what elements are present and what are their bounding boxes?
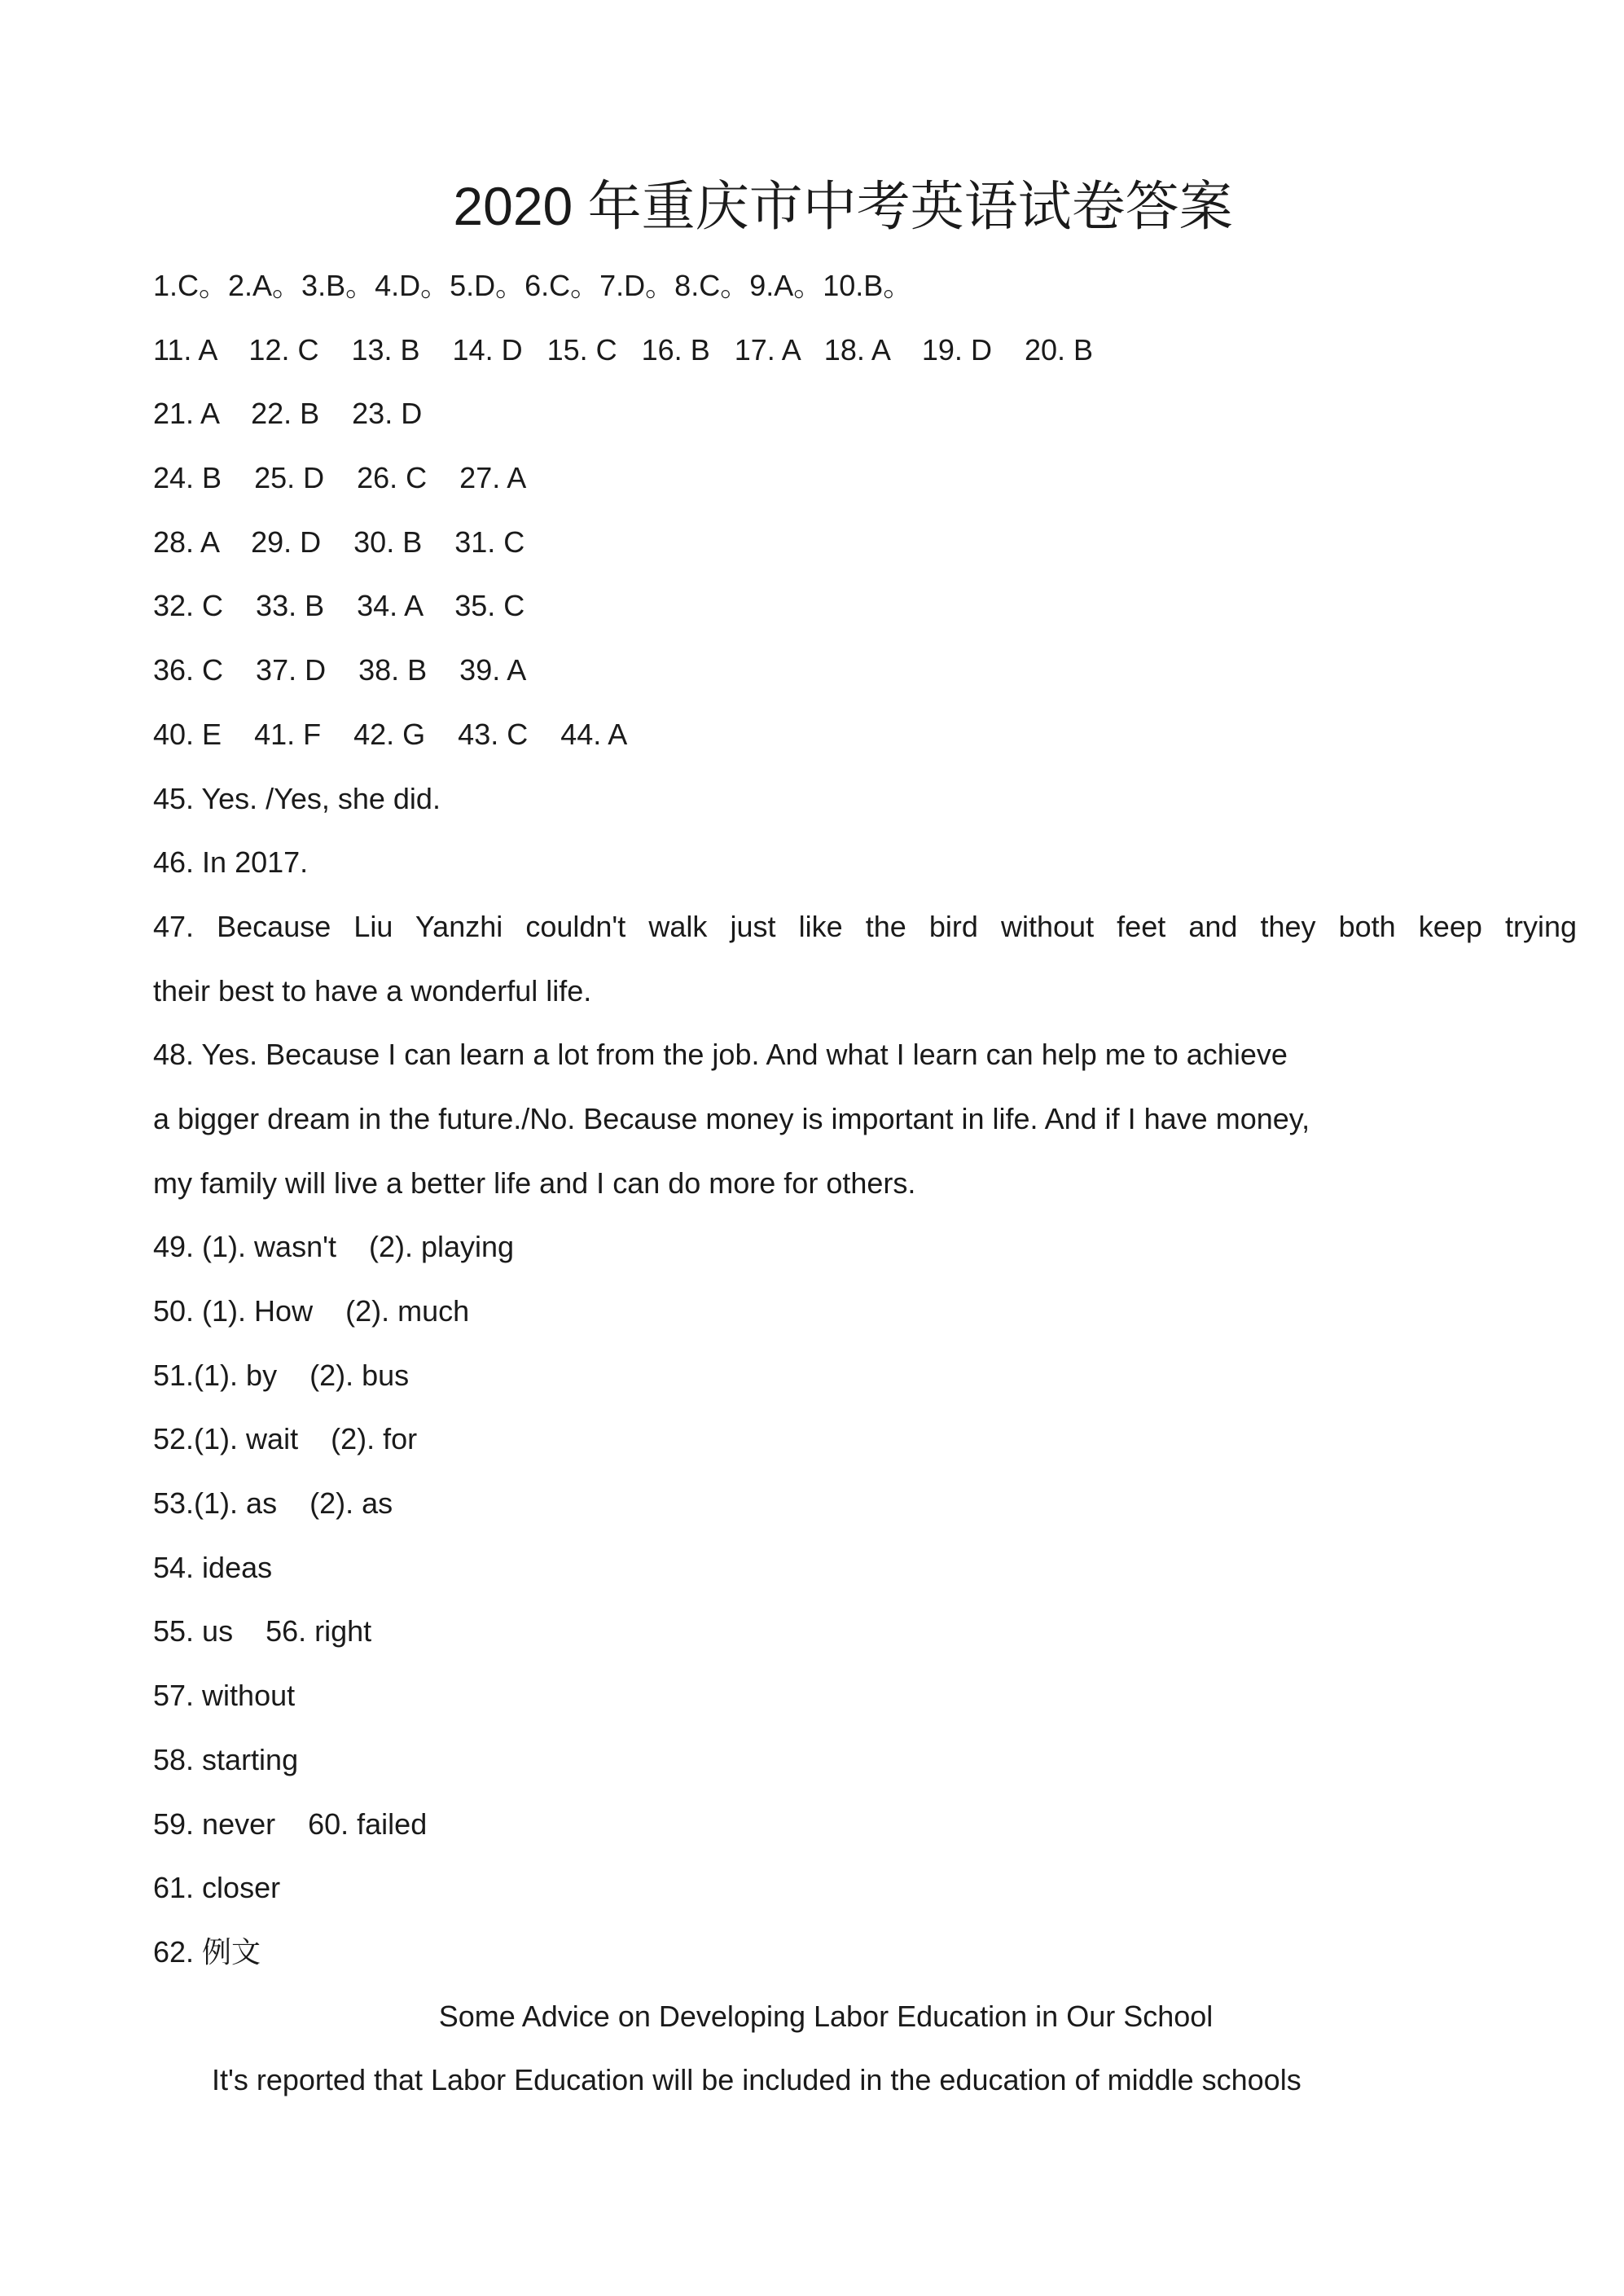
answers-36-39: 36. C 37. D 38. B 39. A: [153, 653, 527, 687]
essay-first-line: It's reported that Labor Education will be included in the education of middle schools: [212, 2063, 1301, 2097]
answer-47-line-1: 47. Because Liu Yanzhi couldn't walk just like the bird without feet and they both keep trying: [153, 909, 1577, 943]
answer-61: 61. closer: [153, 1871, 281, 1905]
answer-58: 58. starting: [153, 1742, 299, 1776]
answer-53: 53.(1). as (2). as: [153, 1486, 393, 1521]
answer-62-label: 62. 例文: [153, 1934, 261, 1969]
answers-21-23: 21. A 22. B 23. D: [153, 397, 423, 431]
answer-51: 51.(1). by (2). bus: [153, 1358, 410, 1392]
answers-24-27: 24. B 25. D 26. C 27. A: [153, 461, 527, 495]
answer-47-line-2: their best to have a wonderful life.: [153, 973, 592, 1008]
answers-32-35: 32. C 33. B 34. A 35. C: [153, 589, 525, 623]
answers-59-60: 59. never 60. failed: [153, 1807, 428, 1841]
answer-50: 50. (1). How (2). much: [153, 1294, 470, 1328]
answer-52: 52.(1). wait (2). for: [153, 1422, 418, 1456]
answer-45: 45. Yes. /Yes, she did.: [153, 781, 441, 815]
answers-1-10: 1.C。2.A。3.B。4.D。5.D。6.C。7.D。8.C。9.A。10.B。: [153, 269, 913, 302]
answer-48-line-3: my family will live a better life and I can do more for others.: [153, 1166, 916, 1200]
answer-list: [153, 254, 1577, 2113]
answer-48-line-1: 48. Yes. Because I can learn a lot from the job. And what I learn can help me to achieve: [153, 1038, 1288, 1072]
answer-54: 54. ideas: [153, 1550, 273, 1584]
answer-48-line-2: a bigger dream in the future./No. Because money is important in life. And if I have money,: [153, 1101, 1310, 1135]
answer-49: 49. (1). wasn't (2). playing: [153, 1230, 515, 1264]
answer-46: 46. In 2017.: [153, 845, 309, 880]
answers-28-31: 28. A 29. D 30. B 31. C: [153, 525, 525, 559]
answers-40-44: 40. E 41. F 42. G 43. C 44. A: [153, 717, 628, 751]
essay-title: Some Advice on Developing Labor Education in Our School: [438, 1999, 1214, 2033]
page-title: 2020 年重庆市中考英语试卷答案: [453, 176, 1233, 236]
answer-57: 57. without: [153, 1679, 296, 1713]
answers-11-20: 11. A 12. C 13. B 14. D 15. C 16. B 17. A 18. A 19. D 20. B: [153, 332, 1094, 367]
answers-55-56: 55. us 56. right: [153, 1614, 372, 1648]
